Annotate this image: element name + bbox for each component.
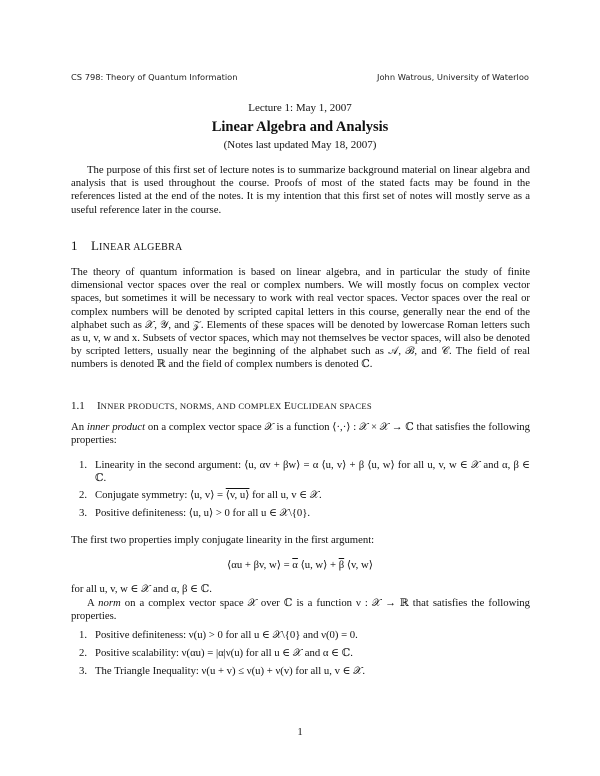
list-number: 3. bbox=[79, 665, 88, 677]
list-text: Positive definiteness: ν(u) > 0 for all u ∈ 𝒳\{0} and ν(0) = 0. bbox=[95, 629, 358, 641]
list-number: 2. bbox=[79, 647, 88, 659]
eq-alpha-bar: $\overline{\alpha}$ bbox=[292, 559, 298, 571]
lecture-date: Lecture 1: May 1, 2007 bbox=[248, 102, 352, 114]
eq-rhs: ⟨v, w⟩ bbox=[344, 559, 373, 571]
page-number: 1 bbox=[297, 726, 303, 738]
list-text: The Triangle Inequality: ν(u + v) ≤ ν(u) + ν(v) for all u, v ∈ 𝒳. bbox=[95, 665, 366, 677]
last-updated: (Notes last updated May 18, 2007) bbox=[223, 139, 377, 151]
term-inner-product: inner product bbox=[86, 421, 146, 433]
inner-product-definition bbox=[71, 421, 530, 447]
list-text-pre: Conjugate symmetry: ⟨u, v⟩ = bbox=[95, 489, 226, 501]
lead-text: An bbox=[71, 421, 87, 433]
list-text: Positive definiteness: ⟨u, u⟩ > 0 for all u ∈ 𝒳\{0}. bbox=[95, 507, 311, 519]
section-1-paragraph: The theory of quantum information is based on linear algebra, and in particular the study of finite dimensional vector spaces over the real or complex numbers. We will mostly focus on complex vector spaces, but sometimes it will be necessary to work with real vector spaces. Vector spaces over the real or complex numbers will be denoted by scripted capital letters in this course, generally near the end of the alphabet such as 𝒳, 𝒴, and 𝒵. Elements of these spaces will be denoted by lowercase Roman letters such as u, v, w and x. Subsets of vector spaces, which may not themselves be vector spaces, will also be denoted by scripted letters, usually near the beginning of the alphabet such as 𝒜, ℬ, and 𝒞. The field of real numbers is denoted ℝ and the field of complex numbers is denoted ℂ. bbox=[71, 266, 530, 371]
eq-beta-bar: $\overline{\beta}$ bbox=[338, 559, 345, 571]
list-text: Positive scalability: ν(αu) = |α|ν(u) for all u ∈ 𝒳 and α ∈ ℂ. bbox=[95, 647, 353, 659]
list-text bbox=[95, 489, 530, 502]
section-number: 1 bbox=[71, 238, 78, 253]
term-norm: norm bbox=[98, 597, 121, 609]
header-author: John Watrous, University of Waterloo bbox=[377, 72, 529, 82]
eq-lhs: ⟨αu + βv, w⟩ = bbox=[227, 559, 293, 571]
list-text: Linearity in the second argument: ⟨u, αv + βw⟩ = α ⟨u, v⟩ + β ⟨u, w⟩ for all u, v, w ∈ 𝒳 and α, β ∈ ℂ. bbox=[95, 459, 530, 485]
header-course: CS 798: Theory of Quantum Information bbox=[71, 72, 238, 82]
subsection-title-part-4: UCLIDEAN SPACES bbox=[290, 401, 373, 411]
list-number: 2. bbox=[79, 489, 88, 501]
conjugate-linearity-lead: The first two properties imply conjugate linearity in the first argument: bbox=[71, 534, 375, 546]
page-title: Linear Algebra and Analysis bbox=[211, 119, 389, 135]
list-text-post: for all u, v ∈ 𝒳. bbox=[249, 489, 322, 501]
section-1-heading bbox=[71, 238, 183, 254]
section-title-cap: L bbox=[91, 238, 99, 253]
list-number: 1. bbox=[79, 459, 88, 471]
subsection-title-part-1: I bbox=[97, 400, 101, 412]
list-number: 3. bbox=[79, 507, 88, 519]
subsection-title-part-2: NNER PRODUCTS, NORMS, AND COMPLEX bbox=[100, 401, 284, 411]
lead-text-rest: on a complex vector space 𝒳 is a function ⟨·,·⟩ : 𝒳 × 𝒳 → ℂ that satisfies the following properties: bbox=[71, 421, 530, 447]
intro-paragraph: The purpose of this first set of lecture notes is to summarize background material on linear algebra and analysis that is used throughout the course. Proofs of most of the stated facts may be found in the references listed at the end of the notes. It is my intention that this first set of notes will mostly serve as a useful reference later in the course. bbox=[71, 164, 530, 216]
subsection-number: 1.1 bbox=[71, 400, 85, 412]
norm-definition bbox=[71, 597, 530, 623]
subsection-1-1-heading bbox=[71, 400, 372, 412]
lead-text-rest: on a complex vector space 𝒳 over ℂ is a function ν : 𝒳 → ℝ that satisfies the following properties. bbox=[71, 597, 530, 623]
lead-text: A bbox=[87, 597, 99, 609]
equation-quantifier: for all u, v, w ∈ 𝒳 and α, β ∈ ℂ. bbox=[71, 583, 212, 595]
title-block bbox=[0, 101, 600, 152]
subsection-title-part-3: E bbox=[283, 400, 291, 412]
conjugate-linearity-equation bbox=[0, 558, 600, 571]
eq-mid: ⟨u, w⟩ + bbox=[297, 559, 339, 571]
list-number: 1. bbox=[79, 629, 88, 641]
conjugate-overline: ⟨v, u⟩ bbox=[225, 489, 250, 501]
section-title-rest: INEAR ALGEBRA bbox=[98, 242, 183, 253]
